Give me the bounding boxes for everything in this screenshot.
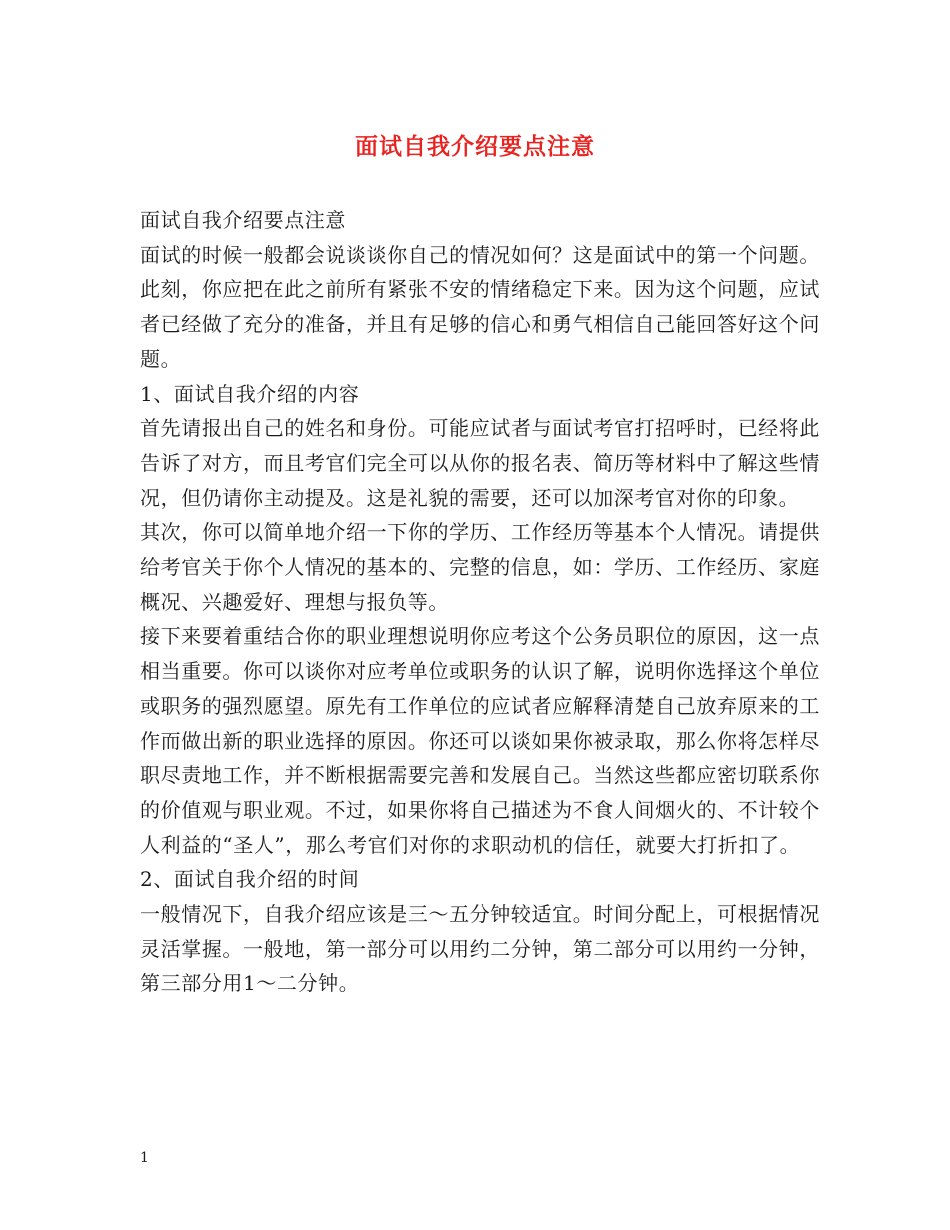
document-body: [140, 203, 820, 1001]
paragraph-intro: 面试的时候一般都会说谈谈你自己的情况如何？这是面试中的第一个问题。此刻，你应把在此之前所有紧张不安的情绪稳定下来。因为这个问题，应试者已经做了充分的准备，并且有足够的信心和勇气相信自己能回答好这个问题。: [140, 242, 820, 371]
document-title: 面试自我介绍要点注意: [355, 133, 595, 160]
paragraph-subtitle: 面试自我介绍要点注意: [140, 208, 346, 232]
paragraph-background: 其次，你可以简单地介绍一下你的学历、工作经历等基本个人情况。请提供给考官关于你个人情况的基本的、完整的信息，如：学历、工作经历、家庭概况、兴趣爱好、理想与报负等。: [140, 520, 820, 614]
section-heading-time: 2、面试自我介绍的时间: [140, 867, 360, 892]
page-number: 1: [140, 1150, 149, 1166]
section-heading-content: 1、面试自我介绍的内容: [140, 381, 360, 406]
paragraph-name-identity: 首先请报出自己的姓名和身份。可能应试者与面试考官打招呼时，已经将此告诉了对方，而且考官们完全可以从你的报名表、简历等材料中了解这些情况，但仍请你主动提及。这是礼貌的需要，还可以加深考官对你的印象。: [140, 416, 820, 510]
paragraph-time: 一般情况下，自我介绍应该是三～五分钟较适宜。时间分配上，可根据情况灵活掌握。一般地，第一部分可以用约二分钟，第二部分可以用约一分钟，第三部分用1～二分钟。: [140, 902, 820, 996]
paragraph-motivation: 接下来要着重结合你的职业理想说明你应考这个公务员职位的原因，这一点相当重要。你可以谈你对应考单位或职务的认识了解，说明你选择这个单位或职务的强烈愿望。原先有工作单位的应试者应解释清楚自己放弃原来的工作而做出新的职业选择的原因。你还可以谈如果你被录取，那么你将怎样尽职尽责地工作，并不断根据需要完善和发展自己。当然这些都应密切联系你的价值观与职业观。不过，如果你将自己描述为不食人间烟火的、不计较个人利益的“圣人”，那么考官们对你的求职动机的信任，就要大打折扣了。: [140, 624, 820, 857]
